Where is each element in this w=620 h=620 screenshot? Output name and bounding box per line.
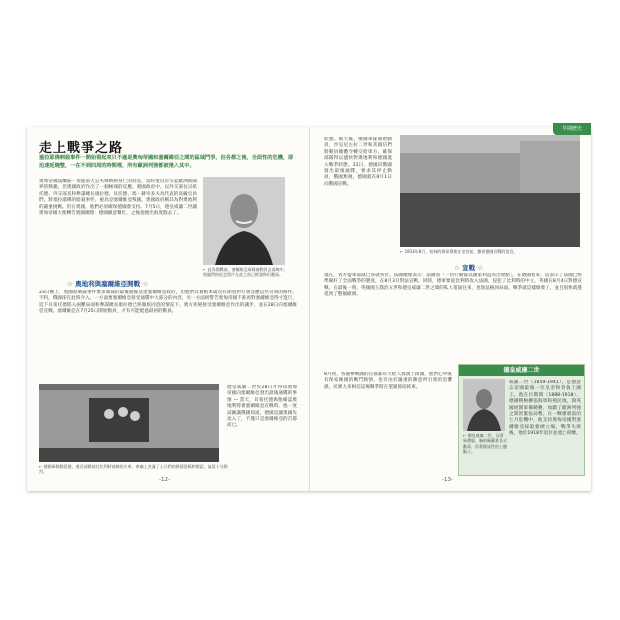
star-icon: ☆ xyxy=(67,280,76,288)
page-number-left: -12- xyxy=(159,477,170,483)
paragraph-2: 23日晚上，奧國將刺殺事件要求制裁的最後通牒送達塞爾維亞政府，但他們其實根本就沒有期望對方會答應這些苛刻的條件。不料，俄國卻在此時介入，一方面要塞爾維亞接受通牒中大部分的內容，另一方面則警告奧匈帝國不准再對塞爾維亞得寸進尺，這下貝希托德陷入兩難局面和參謀總長康拉德已經徹底同意的情況下，奧方拒絕接受塞爾維亞作出的讓步，並在28日向塞爾維亞宣戰。塞爾維亞在7月25日開始動員，才有可能挺過最初的動員。 xyxy=(39,290,297,315)
sidebox-text: 威廉二世（1859-1941），是德意志帝國最後一位皇帝和普魯士國王。他在位期間（1888-1918），德國積極擴張海軍和殖民地，與英國展開軍備競賽，加劇了歐洲列強之間的緊張局勢。在一戰爆發前的七月危機中，他支持奧匈帝國對塞爾維亞採取強硬立場。戰爭失敗後，他於1918年退位並流亡荷蘭。 xyxy=(509,380,581,437)
star-icon: ☆ xyxy=(140,280,149,288)
intro-paragraph: 塞拉耶佛刺殺事件一開始看起來只不過是奧匈帝國和塞爾維亞之間的區域鬥爭，但各都之後，全面性的危機，卻迅速延燒整，一在不到四周的時間裡，所有歐洲列強都被捲入其中。 xyxy=(39,155,294,169)
star-icon: ☆ xyxy=(454,264,463,272)
portrait-illustration xyxy=(203,177,285,265)
train-illustration xyxy=(39,384,219,462)
kaiser-caption: ← 德皇威廉二世，穿著軍禮服，胸前佩戴著各式勳章，留著標誌性的上翹鬍子。 xyxy=(463,433,507,454)
portrait-caption: ← 此為開戰前，塞爾維亞軍隊被動員去前線中，相處們的紀念照片在此之前已經發佈但應屆。 xyxy=(203,267,288,278)
book-spread xyxy=(27,127,591,491)
right-page xyxy=(310,127,591,491)
crowd-photo xyxy=(400,135,580,247)
kaiser-sidebox xyxy=(458,364,585,476)
paragraph-3: 德皇威廉二世於28日才得知奧匈帝國向塞爾維亞發出最後通牒的事情 — 當天，貝希托德與他確認奧地利將會塞爾維亞宣戰時，他一度試圖讓俄國知道，德國是讓奧國先攻入了，不僅只是塞爾維亞的首都而已。 xyxy=(227,385,297,429)
paragraph-1: 狀態。兩天後，俄國軍隊開始動員，沙皇尼古拉二世和其親信們將動員總體令轉交給軍方，確保部隊得以儘快對奧地利和德國進入戰爭狀態。31日，德國向俄國發出最後通牒，要求其停止動員，俄國無視，德國就在8月1日向俄國宣戰。 xyxy=(324,137,392,187)
crowd-caption: ← 1914年8月，柏林的群眾聚集在皇宮前，慶祝德國宣戰的消息。 xyxy=(400,249,518,254)
paragraph-2: 現在，各方盟軍部隊已各就各位。法國總理表示：法國將「一切行動都以國家利益為出發點」。在德國看來，這表示了法國已經準備好了全面戰爭的態度，在8月3日對法宣戰。同時，德軍要從比利時攻入法國，侵犯了比利時的中立，英國在8月4日對德宣戰。在最後一刻，英國國王喬治五世和德皇威廉二世之間的私人電報往來，也無法挽回局面。戰爭就這樣爆發了，並且很快就蔓延到了整個歐洲。 xyxy=(324,273,582,298)
paragraph-3: 8月初，各個參戰國的首都都有大批人群湧上街頭，他們心中既有保家衛國的戰鬥熱情，也有由於嚴重的敵意所引發的恐懼感，民眾大多相信這場戰爭將在聖誕節前結束。 xyxy=(324,372,452,390)
train-photo xyxy=(39,384,219,462)
page-number-right: -13- xyxy=(442,477,453,483)
kaiser-illustration xyxy=(463,379,505,431)
subheading-austria-serbia xyxy=(67,279,148,288)
sidebox-title: 德皇威廉二世 xyxy=(459,365,584,376)
section-tab: 早期歷史 xyxy=(553,123,591,135)
kaiser-photo xyxy=(463,379,505,431)
paragraph-1: 奧匈帝國法蘭茲・斐迪南大公夫婦被刺身亡的消息，當時並沒有引起歐洲新聞界的興趣，但奧國政府作出了一個極端的反應。奧國政府中，以外交部長貝希托德、外交部長和參謀總長康拉德、貝托德、馮・赫岑多夫為代表的高級官員們，將塞拉耶佛的暗殺事件，視為是塞爾維亞叛國，奧國政府稱其為對奧地利的嚴重挑戰。但在奧國，他們必須確保德國會支持。7月5日，德皇威廉二世讓奧匈帝國大使轉告奧國總理：德國願意幫忙，之後他便出海度假去了。 xyxy=(39,179,197,217)
portrait-photo xyxy=(203,177,285,265)
crowd-illustration xyxy=(400,135,580,247)
subheading-text: 宣戰 xyxy=(462,264,476,272)
subheading-declaration xyxy=(454,263,483,272)
page-title: 走上戰爭之路 xyxy=(39,141,124,156)
left-page xyxy=(27,127,309,491)
subheading-text: 奧地利與塞爾維亞開戰 xyxy=(75,280,141,288)
star-icon: ☆ xyxy=(475,264,484,272)
train-caption: ← 德國軍隊動員後，運送部隊前往比利時前線的火車，車廂上充滿了士兵們的熱情塗鴉和標語，氣氛十分熱烈。 xyxy=(39,464,228,475)
